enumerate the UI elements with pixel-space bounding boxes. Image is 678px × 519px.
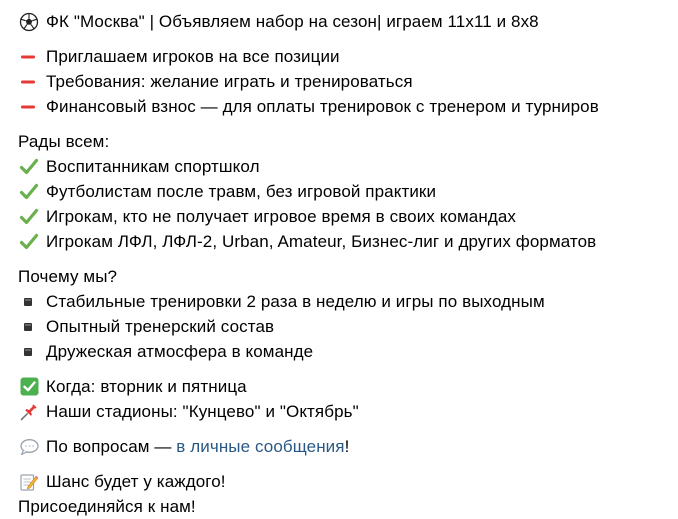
point-item <box>18 69 678 94</box>
welcome-item-text: Игрокам ЛФЛ, ЛФЛ-2, Urban, Amateur, Бизнес-лиг и других форматов <box>46 232 597 251</box>
stadiums-text: Наши стадионы: "Кунцево" и "Октябрь" <box>46 402 359 421</box>
welcome-item <box>18 204 678 229</box>
welcome-item <box>18 179 678 204</box>
questions-suffix: ! <box>344 437 350 456</box>
why-item-text: Дружеская атмосфера в команде <box>46 342 314 361</box>
why-heading: Почему мы? <box>18 267 118 286</box>
point-text: Финансовый взнос — для оплаты тренировок с тренером и турниров <box>46 97 599 116</box>
welcome-heading-line <box>18 129 678 154</box>
why-item-text: Опытный тренерский состав <box>46 317 275 336</box>
welcome-item <box>18 154 678 179</box>
welcome-item <box>18 229 678 254</box>
welcome-item-text: Игрокам, кто не получает игровое время в своих командах <box>46 207 517 226</box>
memo-icon <box>18 472 40 492</box>
green-check-icon <box>18 207 40 227</box>
green-check-icon <box>18 232 40 252</box>
welcome-item-text: Воспитанникам спортшкол <box>46 157 260 176</box>
why-item <box>18 339 678 364</box>
check-box-icon <box>18 377 40 397</box>
point-text: Приглашаем игроков на все позиции <box>46 47 340 66</box>
post-title-line <box>18 9 678 34</box>
private-messages-link[interactable]: в личные сообщения <box>176 437 345 456</box>
welcome-item-text: Футболистам после травм, без игровой практики <box>46 182 437 201</box>
black-square-icon <box>18 342 38 362</box>
questions-prefix: По вопросам — <box>46 437 177 456</box>
questions-line <box>18 434 678 459</box>
post-title: ФК "Москва" | Объявляем набор на сезон| играем 11х11 и 8х8 <box>46 12 539 31</box>
black-square-icon <box>18 292 38 312</box>
speech-bubble-icon <box>18 437 40 457</box>
join-line <box>18 494 678 519</box>
green-check-icon <box>18 182 40 202</box>
why-heading-line <box>18 264 678 289</box>
pushpin-icon <box>18 402 40 422</box>
green-check-icon <box>18 157 40 177</box>
chance-text: Шанс будет у каждого! <box>46 472 226 491</box>
red-dash-icon <box>18 72 38 92</box>
when-text: Когда: вторник и пятница <box>46 377 247 396</box>
point-text: Требования: желание играть и тренироваться <box>46 72 413 91</box>
when-line <box>18 374 678 399</box>
stadiums-line <box>18 399 678 424</box>
why-item-text: Стабильные тренировки 2 раза в неделю и игры по выходным <box>46 292 545 311</box>
chance-line <box>18 469 678 494</box>
join-text: Присоединяйся к нам! <box>18 497 196 516</box>
red-dash-icon <box>18 97 38 117</box>
point-item <box>18 94 678 119</box>
black-square-icon <box>18 317 38 337</box>
red-dash-icon <box>18 47 38 67</box>
point-item <box>18 44 678 69</box>
soccer-ball-icon <box>18 12 40 32</box>
why-item <box>18 314 678 339</box>
welcome-heading: Рады всем: <box>18 132 110 151</box>
why-item <box>18 289 678 314</box>
